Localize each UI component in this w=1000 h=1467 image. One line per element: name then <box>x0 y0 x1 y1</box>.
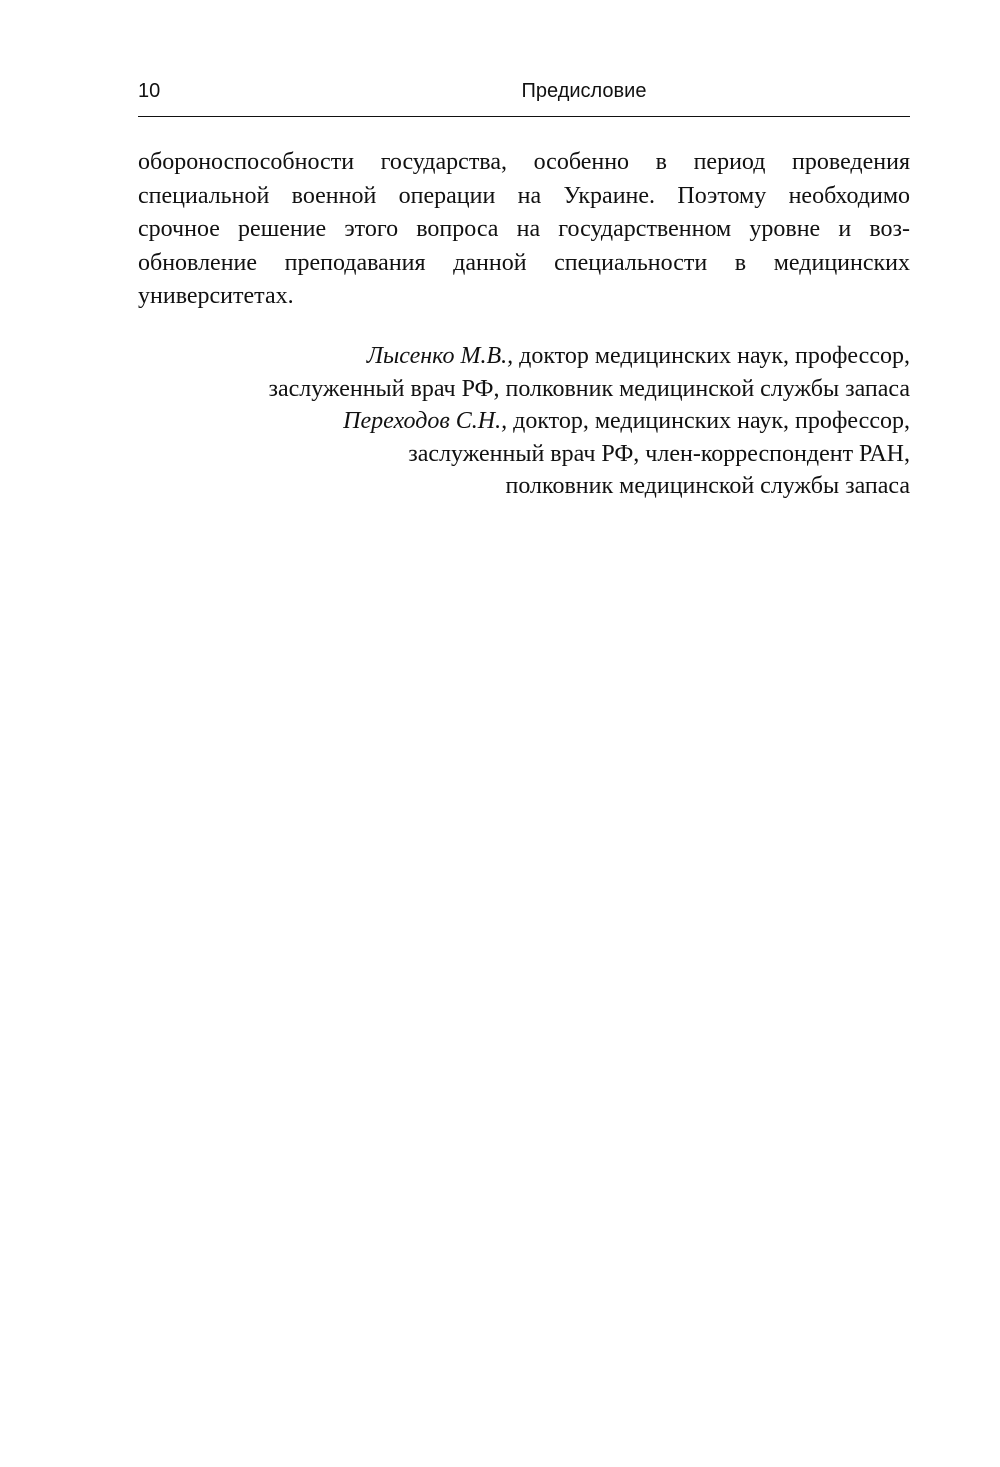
signature-line: заслуженный врач РФ, член-корреспондент РАН, <box>408 440 910 467</box>
page-number: 10 <box>138 80 161 102</box>
paragraph-line: обороноспособности государства, особенно в период проведения <box>138 149 910 175</box>
signature-line <box>138 340 910 373</box>
paragraph-line: университетах. <box>138 283 294 309</box>
header-rule <box>138 116 910 117</box>
paragraph-line: обновление преподавания данной специальности в медицинских <box>138 249 910 276</box>
body-paragraph <box>138 146 910 314</box>
paragraph-line: специальной военной операции на Украине. Поэтому необходимо <box>138 182 910 209</box>
signature-line <box>138 405 910 438</box>
author-name: Лысенко М.В., <box>366 343 514 369</box>
author-name: Переходов С.Н., <box>343 408 508 434</box>
author-credentials: доктор медицинских наук, профессор, <box>513 343 910 369</box>
signature-line: полковник медицинской службы запаса <box>505 473 910 499</box>
signature-block <box>138 340 910 503</box>
author-credentials: доктор, медицинских наук, профессор, <box>507 408 910 434</box>
paragraph-line: срочное решение этого вопроса на государственном уровне и воз- <box>138 216 910 242</box>
page-header <box>138 78 910 110</box>
running-title: Предисловие <box>521 80 647 102</box>
signature-line: заслуженный врач РФ, полковник медицинской службы запаса <box>268 375 910 402</box>
